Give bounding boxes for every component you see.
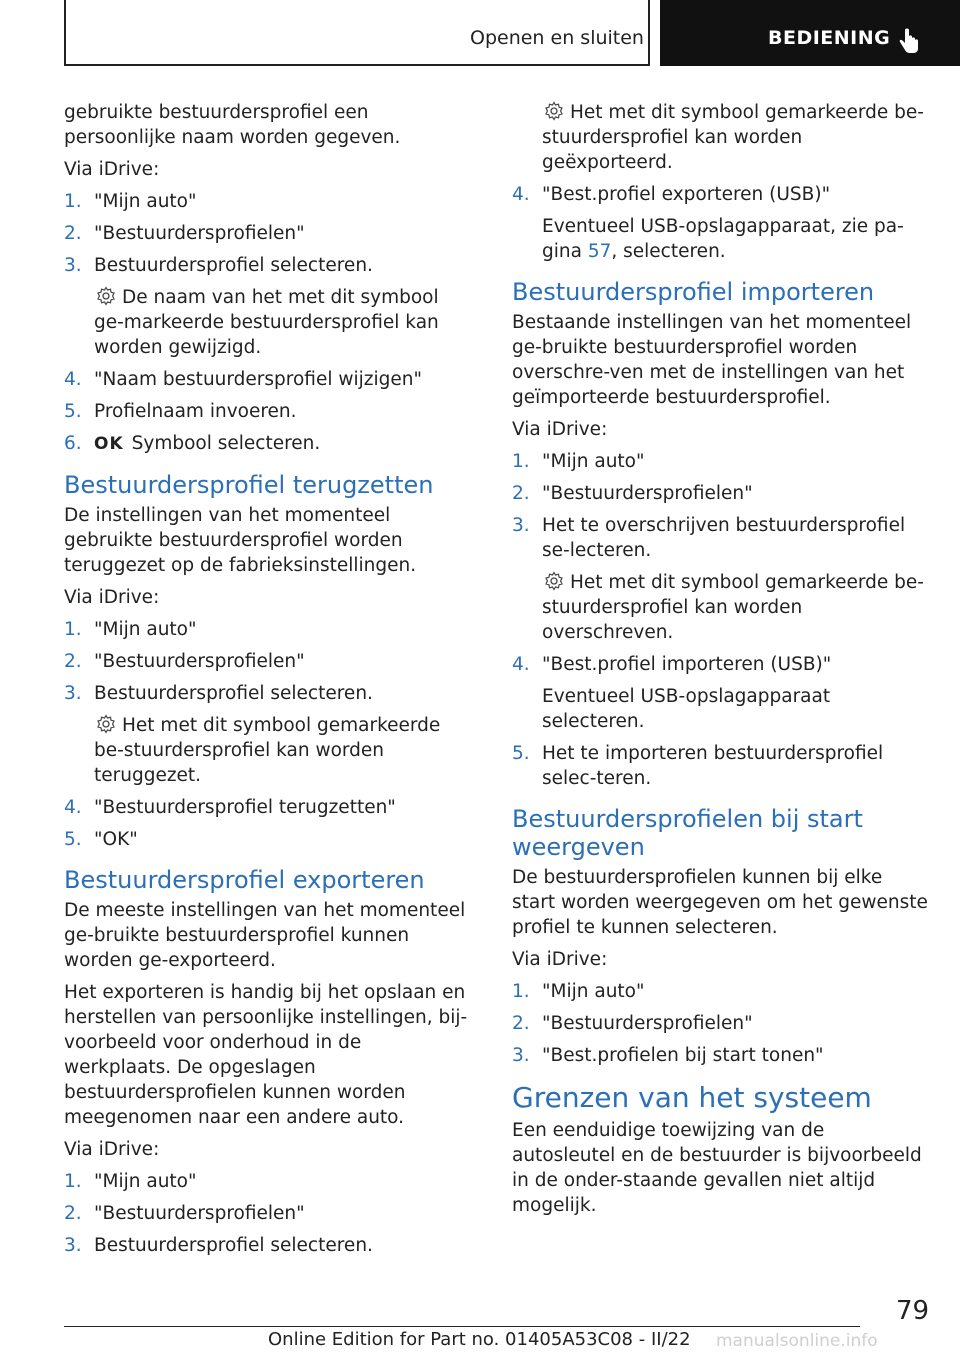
list-item: 2. "Bestuurdersprofielen" xyxy=(64,651,305,672)
list-item: 3. Bestuurdersprofiel selecteren. xyxy=(64,255,373,276)
intro-text: gebruikte bestuurdersprofiel een persoonlijke naam worden gegeven. xyxy=(64,102,401,148)
heading-start: Bestuurdersprofielen bij start weergeven xyxy=(512,805,863,861)
export-text-1: De meeste instellingen van het momenteel ge-bruikte bestuurdersprofiel kunnen worden ge-exporteerd. xyxy=(64,900,466,971)
heading-export: Bestuurdersprofiel exporteren xyxy=(64,866,425,894)
heading-limits: Grenzen van het systeem xyxy=(512,1081,872,1114)
note-export: Het met dit symbool gemarkeerde be-stuurdersprofiel kan worden geëxporteerd. xyxy=(542,102,924,173)
steps-import xyxy=(512,449,928,563)
list-item: 1. "Mijn auto" xyxy=(64,1171,197,1192)
list-item: 5. "OK" xyxy=(64,829,138,850)
list-item: 4. "Bestuurdersprofiel terugzetten" xyxy=(64,797,396,818)
steps-export-continued xyxy=(512,182,928,207)
list-item: 1. "Mijn auto" xyxy=(64,191,197,212)
header-border-bottom xyxy=(64,64,650,66)
list-item: 3. "Best.profielen bij start tonen" xyxy=(512,1045,824,1066)
page-number: 79 xyxy=(896,1296,930,1326)
list-item: 1. "Mijn auto" xyxy=(64,619,197,640)
list-item: 6. OK Symbool selecteren. xyxy=(64,431,474,457)
list-item: 4. "Best.profiel importeren (USB)" xyxy=(512,654,832,675)
footer-rule xyxy=(64,1326,860,1327)
watermark: manualsonline.info xyxy=(716,1331,878,1351)
steps-rename-continued xyxy=(64,367,474,457)
via-idrive: Via iDrive: xyxy=(64,587,160,608)
note-usb-import: Eventueel USB-opslagapparaat selecteren. xyxy=(542,686,831,732)
header-border-left xyxy=(64,0,66,66)
list-item: 4. "Best.profiel exporteren (USB)" xyxy=(512,184,831,205)
right-column xyxy=(512,100,928,1225)
start-text: De bestuurdersprofielen kunnen bij elke start worden weergegeven om het gewenste profiel te kunnen selecteren. xyxy=(512,867,928,938)
steps-reset xyxy=(64,617,474,706)
steps-import-continued xyxy=(512,652,928,677)
gear-icon xyxy=(544,571,564,591)
heading-reset: Bestuurdersprofiel terugzetten xyxy=(64,471,434,499)
limits-text: Een eenduidige toewijzing van de autosleutel en de bestuurder is bijvoorbeeld in de onder-staande gevallen niet altijd mogelijk. xyxy=(512,1120,922,1216)
list-item: 5. Profielnaam invoeren. xyxy=(64,401,297,422)
hand-pointer-icon xyxy=(896,28,920,56)
left-column xyxy=(64,100,474,1265)
reset-text: De instellingen van het momenteel gebruikte bestuurdersprofiel worden teruggezet op de fabrieksinstellingen. xyxy=(64,505,417,576)
via-idrive: Via iDrive: xyxy=(64,1139,160,1160)
steps-export xyxy=(64,1169,474,1258)
list-item: 2. "Bestuurdersprofielen" xyxy=(512,1013,753,1034)
steps-start xyxy=(512,979,928,1068)
gear-icon xyxy=(96,714,116,734)
gear-icon xyxy=(96,286,116,306)
header-chapter-title: BEDIENING xyxy=(768,27,891,49)
import-text: Bestaande instellingen van het momenteel ge-bruikte bestuurdersprofiel worden overschre-ven met de instellingen van het geïmporteerde bestuurdersprofiel. xyxy=(512,312,912,408)
header-separator xyxy=(648,0,650,66)
list-item: 3. Bestuurdersprofiel selecteren. xyxy=(64,1235,373,1256)
note-usb-export: Eventueel USB-opslagapparaat, zie pa-gina 57, selecteren. xyxy=(542,216,904,262)
steps-reset-continued xyxy=(64,795,474,852)
list-item: 5. Het te importeren bestuurdersprofiel selec-teren. xyxy=(512,743,884,789)
ok-icon: OK xyxy=(94,434,124,454)
note-reset: Het met dit symbool gemarkeerde be-stuurdersprofiel kan worden teruggezet. xyxy=(94,715,441,786)
page-link[interactable]: 57 xyxy=(587,241,612,262)
header-section-title: Openen en sluiten xyxy=(470,27,644,49)
via-idrive: Via iDrive: xyxy=(512,419,608,440)
list-item: 3. Het te overschrijven bestuurdersprofiel se-lecteren. xyxy=(512,515,906,561)
list-item: 1. "Mijn auto" xyxy=(512,981,645,1002)
footer-edition: Online Edition for Part no. 01405A53C08 - II/22 xyxy=(268,1329,691,1350)
list-item: 2. "Bestuurdersprofielen" xyxy=(64,223,305,244)
note-rename: De naam van het met dit symbool ge-markeerde bestuurdersprofiel kan worden gewijzigd. xyxy=(94,287,439,358)
list-item: 1. "Mijn auto" xyxy=(512,451,645,472)
note-import: Het met dit symbool gemarkeerde be-stuurdersprofiel kan worden overschreven. xyxy=(542,572,924,643)
steps-import-final xyxy=(512,741,928,791)
list-item: 3. Bestuurdersprofiel selecteren. xyxy=(64,683,373,704)
steps-rename xyxy=(64,189,474,278)
via-idrive: Via iDrive: xyxy=(512,949,608,970)
heading-import: Bestuurdersprofiel importeren xyxy=(512,278,875,306)
export-text-2: Het exporteren is handig bij het opslaan en herstellen van persoonlijke instellingen, bij-voorbeeld voor onderhoud in de werkplaats. De opgeslagen bestuurdersprofielen kunnen worden meegenomen naar een andere auto. xyxy=(64,982,468,1128)
list-item: 2. "Bestuurdersprofielen" xyxy=(512,483,753,504)
via-idrive: Via iDrive: xyxy=(64,159,160,180)
list-item: 4. "Naam bestuurdersprofiel wijzigen" xyxy=(64,369,422,390)
list-item: 2. "Bestuurdersprofielen" xyxy=(64,1203,305,1224)
gear-icon xyxy=(544,101,564,121)
